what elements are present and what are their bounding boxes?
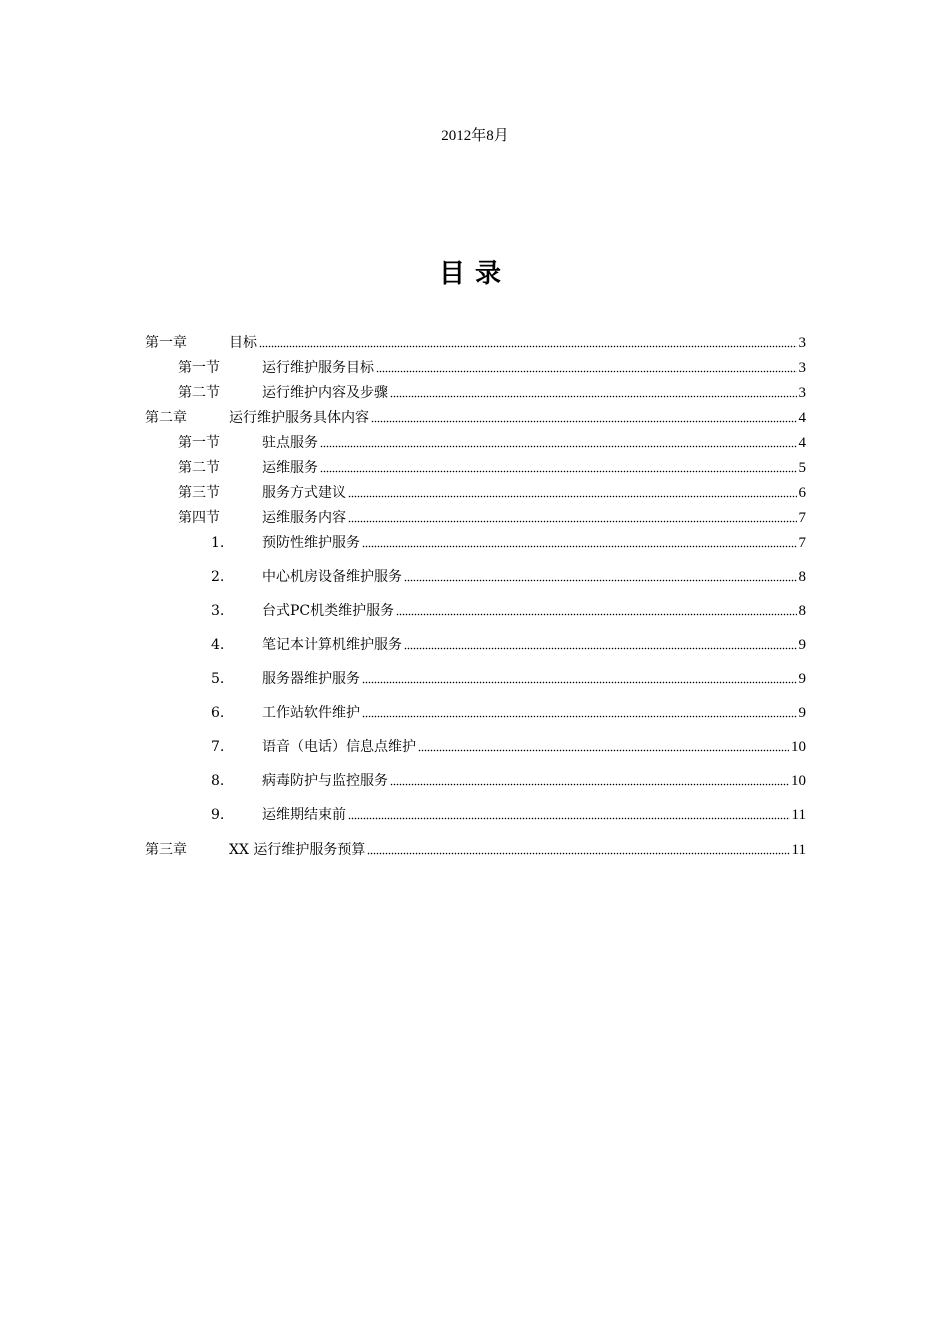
dot-leader: [259, 342, 797, 348]
toc-entry-chapter-1[interactable]: [145, 333, 806, 353]
toc-entry-page: 11: [791, 807, 806, 823]
toc-entry-chapter-3[interactable]: [145, 840, 806, 860]
toc-entry-number: 9.: [211, 807, 225, 823]
dot-leader: [390, 780, 789, 786]
toc-entry-section-2-2[interactable]: [178, 458, 806, 478]
toc-entry-number: 3.: [211, 603, 225, 619]
dot-leader: [418, 746, 789, 752]
dot-leader: [371, 417, 797, 423]
toc-entry-item-2[interactable]: [211, 567, 806, 587]
toc-entry-section-1-2[interactable]: [178, 383, 806, 403]
toc-title: 目录: [438, 259, 511, 289]
toc-entry-number: 第四节: [178, 510, 220, 526]
toc-entry-number: 5.: [211, 671, 225, 687]
toc-entry-item-1[interactable]: [211, 533, 806, 553]
toc-entry-number: 4.: [211, 637, 225, 653]
toc-entry-page: 8: [798, 569, 806, 585]
toc-entry-page: 7: [798, 510, 806, 526]
dot-leader: [404, 576, 797, 582]
toc-entry-text: 运行维护服务目标: [262, 360, 374, 376]
toc-entry-number: 第三章: [145, 842, 187, 858]
toc-entry-section-2-4[interactable]: [178, 508, 806, 528]
document-date: 2012年8月: [441, 128, 509, 144]
toc-entry-page: 10: [791, 773, 806, 789]
toc-entry-page: 3: [798, 385, 806, 401]
toc-entry-text: 笔记本计算机维护服务: [262, 637, 402, 653]
toc-entry-page: 9: [798, 671, 806, 687]
dot-leader: [320, 442, 797, 448]
toc-entry-chapter-2[interactable]: [145, 408, 806, 428]
toc-entry-section-1-1[interactable]: [178, 358, 806, 378]
toc-entry-text: XX 运行维护服务预算: [229, 842, 366, 858]
dot-leader: [320, 467, 797, 473]
toc-entry-text: 台式PC机类维护服务: [262, 603, 395, 619]
toc-entry-item-3[interactable]: [211, 601, 806, 621]
dot-leader: [376, 367, 797, 373]
toc-entry-text: 预防性维护服务: [262, 535, 360, 551]
toc-entry-item-8[interactable]: [211, 771, 806, 791]
dot-leader: [348, 814, 790, 820]
toc-entry-item-9[interactable]: [211, 805, 806, 825]
dot-leader: [390, 392, 797, 398]
toc-entry-page: 5: [798, 460, 806, 476]
toc-entry-text: 中心机房设备维护服务: [262, 569, 402, 585]
toc-entry-page: 10: [791, 739, 806, 755]
toc-entry-page: 4: [798, 410, 806, 426]
dot-leader: [396, 610, 796, 616]
toc-entry-number: 8.: [211, 773, 225, 789]
toc-entry-number: 第一节: [178, 360, 220, 376]
toc-entry-text: 运行维护服务具体内容: [229, 410, 369, 426]
toc-entry-text: 服务方式建议: [262, 485, 346, 501]
toc-entry-text: 运维服务: [262, 460, 318, 476]
toc-entry-number: 第一节: [178, 435, 220, 451]
toc-entry-number: 1.: [211, 535, 225, 551]
toc-entry-page: 11: [791, 842, 806, 858]
toc-entry-text: 服务器维护服务: [262, 671, 360, 687]
toc-entry-text: 目标: [229, 335, 257, 351]
toc-entry-text: 运行维护内容及步骤: [262, 385, 388, 401]
toc-entry-number: 7.: [211, 739, 225, 755]
toc-entry-number: 第一章: [145, 335, 187, 351]
toc-entry-number: 第二节: [178, 460, 220, 476]
toc-entry-text: 驻点服务: [262, 435, 318, 451]
toc-entry-item-5[interactable]: [211, 669, 806, 689]
toc-entry-number: 第二节: [178, 385, 220, 401]
toc-entry-number: 第二章: [145, 410, 187, 426]
toc-entry-number: 6.: [211, 705, 225, 721]
toc-entry-section-2-3[interactable]: [178, 483, 806, 503]
toc-entry-item-6[interactable]: [211, 703, 806, 723]
toc-entry-page: 9: [798, 637, 806, 653]
toc-entry-text: 运维期结束前: [262, 807, 346, 823]
toc-entry-page: 4: [798, 435, 806, 451]
toc-entry-text: 病毒防护与监控服务: [262, 773, 388, 789]
toc-entry-text: 语音（电话）信息点维护: [262, 739, 416, 755]
dot-leader: [404, 644, 797, 650]
toc-entry-item-4[interactable]: [211, 635, 806, 655]
toc-entry-number: 第三节: [178, 485, 220, 501]
dot-leader: [367, 849, 789, 855]
toc-entry-text: 运维服务内容: [262, 510, 346, 526]
toc-entry-page: 3: [798, 335, 806, 351]
dot-leader: [362, 678, 797, 684]
toc-entry-page: 7: [798, 535, 806, 551]
toc-entry-text: 工作站软件维护: [262, 705, 360, 721]
dot-leader: [348, 492, 797, 498]
toc-entry-item-7[interactable]: [211, 737, 806, 757]
dot-leader: [348, 517, 797, 523]
dot-leader: [362, 542, 797, 548]
dot-leader: [362, 712, 797, 718]
toc-entry-number: 2.: [211, 569, 225, 585]
toc-entry-section-2-1[interactable]: [178, 433, 806, 453]
toc-entry-page: 3: [798, 360, 806, 376]
toc-entry-page: 6: [798, 485, 806, 501]
toc-entry-page: 9: [798, 705, 806, 721]
toc-entry-page: 8: [798, 603, 806, 619]
